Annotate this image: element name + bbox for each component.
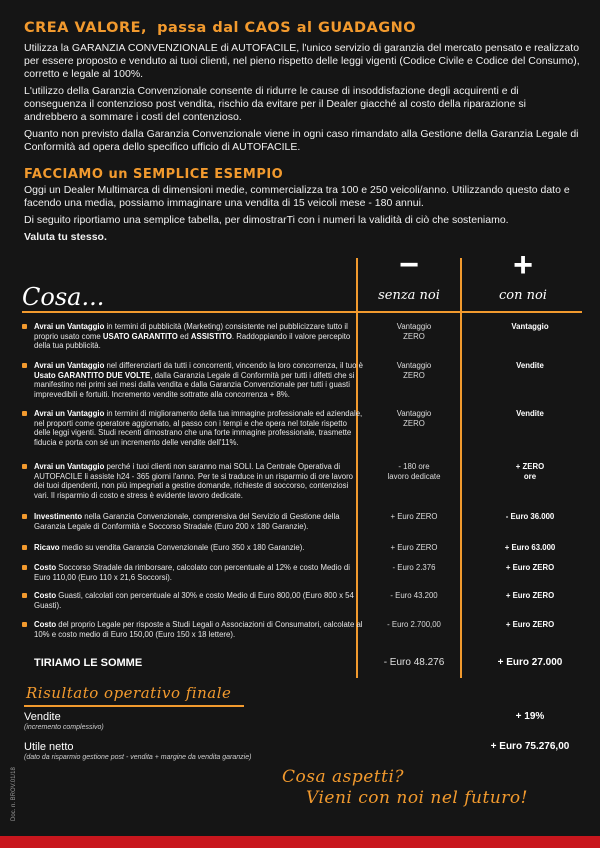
bullet-icon	[22, 545, 27, 550]
example-section	[24, 184, 580, 244]
row-value-without: - Euro 2.700,00	[387, 620, 441, 629]
row-description: Costo del proprio Legale per risposte a Studi Legali o Associazioni di Consumatori, calcolate al 10% e costo medio di Euro 150,00 (Euro 150 x 18 lettere).	[34, 620, 363, 639]
row-value-with: + Euro ZERO	[505, 620, 555, 629]
row-value-without: - Euro 43.200	[390, 591, 438, 600]
column-header-with: con noi	[499, 288, 547, 303]
utile-value: + Euro 75.276,00	[490, 741, 570, 752]
bullet-icon	[22, 622, 27, 627]
row-value-with: + Euro ZERO	[505, 591, 555, 600]
row-value-with: + Euro 63.000	[504, 543, 556, 552]
column-header-without: senza noi	[378, 288, 440, 303]
row-description: Costo Soccorso Stradale da rimborsare, calcolato con percentuale al 12% e costo Medio di Euro 110,00 (Euro 110 x 21,6 Soccorsi).	[34, 563, 350, 582]
result-title: Risultato operativo finale	[26, 684, 232, 702]
row-description: Investimento nella Garanzia Convenzionale, comprensiva del Servizio di Gestione della Garanzia Legale di Conformità e Soccorso Stradale (Euro 200 x 180 Garanzie).	[34, 512, 340, 531]
example-paragraph-2: Di seguito riportiamo una semplice tabella, per dimostrarTi con i numeri la validità di ciò che sosteniamo.	[24, 214, 509, 226]
title-part2: passa dal CAOS al GUADAGNO	[157, 20, 417, 36]
bullet-icon	[22, 324, 27, 329]
vendite-label: Vendite	[24, 711, 61, 723]
utile-note: (dato da risparmio gestione post - vendita + margine da vendita garanzie)	[24, 754, 252, 761]
bullet-icon	[22, 593, 27, 598]
minus-symbol: −	[399, 246, 419, 284]
totals-with: + Euro 27.000	[497, 657, 563, 668]
row-description: Avrai un Vantaggio in termini di pubblicità (Marketing) consistente nel pubblicizzare tutto il proprio usato come USATO GARANTITO ed ASSISTITO. Raddoppiando il valore percepito della tua pubblicità.	[34, 322, 351, 351]
totals-label: TIRIAMO LE SOMME	[34, 657, 143, 669]
row-value-without: Vantaggio ZERO	[396, 409, 432, 428]
intro-paragraph-3: Quanto non previsto dalla Garanzia Convenzionale viene in ogni caso rimandato alla Gestione della Garanzia Legale di Conformità ad opera dello specifico ufficio di AUTOFACILE.	[24, 128, 579, 153]
page-title	[24, 20, 584, 36]
row-description: Avrai un Vantaggio perché i tuoi clienti non saranno mai SOLI. La Centrale Operativa di AUTOFACILE li assiste h24 - 365 giorni l'anno. Per te si traduce in un risparmio di ore lavoro dei tuoi dipendenti, non più impegnati a gestire domande, richieste di soccorso, contenziosi vari. Il risparmio di costo e stress è evidente lavoro dedicate.	[34, 462, 354, 500]
example-paragraph-1: Oggi un Dealer Multimarca di dimensioni medie, commercializza tra 100 e 250 veicoli/anno. Utilizzando questo dato e facendo una media, possiamo immaginare una vendita di 15 veicoli mese - 180 annui.	[24, 184, 570, 209]
utile-label: Utile netto	[24, 741, 74, 753]
row-value-with: + ZERO ore	[515, 462, 545, 481]
vendite-value: + 19%	[515, 711, 545, 722]
intro-section	[24, 42, 580, 154]
row-value-without: Vantaggio ZERO	[396, 361, 432, 380]
row-description: Costo Guasti, calcolati con percentuale al 30% e costo Medio di Euro 800,00 (Euro 800 x 54 Guasti).	[34, 591, 354, 610]
table-head-label: Cosa...	[22, 283, 105, 311]
example-title: FACCIAMO un SEMPLICE ESEMPIO	[24, 167, 284, 182]
row-value-without: Vantaggio ZERO	[396, 322, 432, 341]
row-value-with: + Euro ZERO	[505, 563, 555, 572]
bullet-icon	[22, 464, 27, 469]
vendite-note: (incremento complessivo)	[24, 724, 104, 731]
bullet-icon	[22, 514, 27, 519]
slogan-line-2: Vieni con noi nel futuro!	[306, 788, 528, 808]
bullet-icon	[22, 411, 27, 416]
totals-without: - Euro 48.276	[383, 657, 445, 668]
row-description: Avrai un Vantaggio in termini di miglioramento della tua immagine professionale ed aziendale, nel proporti come operatore aggiornato, al passo con i tempi e che opera nel totale rispetto delle leggi vigenti. Studi recenti dimostrano che una forte immagine professionale, trasmette fiducia e porta con sé un incremento delle vendite dell'11%.	[34, 409, 363, 447]
row-description: Ricavo medio su vendita Garanzia Convenzionale (Euro 350 x 180 Garanzie).	[34, 543, 305, 552]
intro-paragraph-1: Utilizza la GARANZIA CONVENZIONALE di AUTOFACILE, l'unico servizio di garanzia del mercato pensato e realizzato per essere proposto e venduto ai tuoi clienti, nel pieno rispetto delle leggi vigenti (Codice Civile e Codice del Consumo), corretto e legale al 100%.	[24, 42, 580, 80]
slogan-line-1: Cosa aspetti?	[282, 767, 405, 787]
title-part1: CREA VALORE,	[24, 20, 148, 36]
row-value-with: Vantaggio	[511, 322, 549, 331]
row-value-with: - Euro 36.000	[505, 512, 555, 521]
row-value-without: - 180 ore lavoro dedicate	[387, 462, 441, 481]
table-head-underline	[22, 311, 582, 313]
intro-paragraph-2: L'utilizzo della Garanzia Convenzionale consente di ridurre le cause di insoddisfazione degli acquirenti e di conseguenza il contenzioso post vendita, rischio da evitare per il Dealer giacché al costo della riparazione si andrebbero a sommare i costi del contenzioso.	[24, 85, 526, 123]
example-paragraph-3: Valuta tu stesso.	[24, 231, 107, 243]
row-value-without: - Euro 2.376	[392, 563, 436, 572]
document-code: Doc. n. BROV.01/18	[11, 767, 17, 821]
result-underline	[24, 705, 244, 707]
row-description: Avrai un Vantaggio nel differenziarti da tutti i concorrenti, vincendo la loro concorrenza, il tuo è Usato GARANTITO DUE VOLTE, dalla Garanzia Legale di Conformità per tutti i difetti che si manifestino nei primi sei mesi dalla vendita e dalla Garanzia Convenzionale per tutti i guasti imprevedibili e fortuiti. Incremento vendite sottratte alla concorrenza + 8%.	[34, 361, 363, 399]
row-value-without: + Euro ZERO	[390, 543, 438, 552]
row-value-with: Vendite	[516, 409, 544, 418]
bullet-icon	[22, 363, 27, 368]
bullet-icon	[22, 565, 27, 570]
row-value-with: Vendite	[516, 361, 544, 370]
row-value-without: + Euro ZERO	[390, 512, 438, 521]
bottom-red-strip	[0, 836, 600, 848]
plus-symbol: +	[513, 246, 533, 284]
